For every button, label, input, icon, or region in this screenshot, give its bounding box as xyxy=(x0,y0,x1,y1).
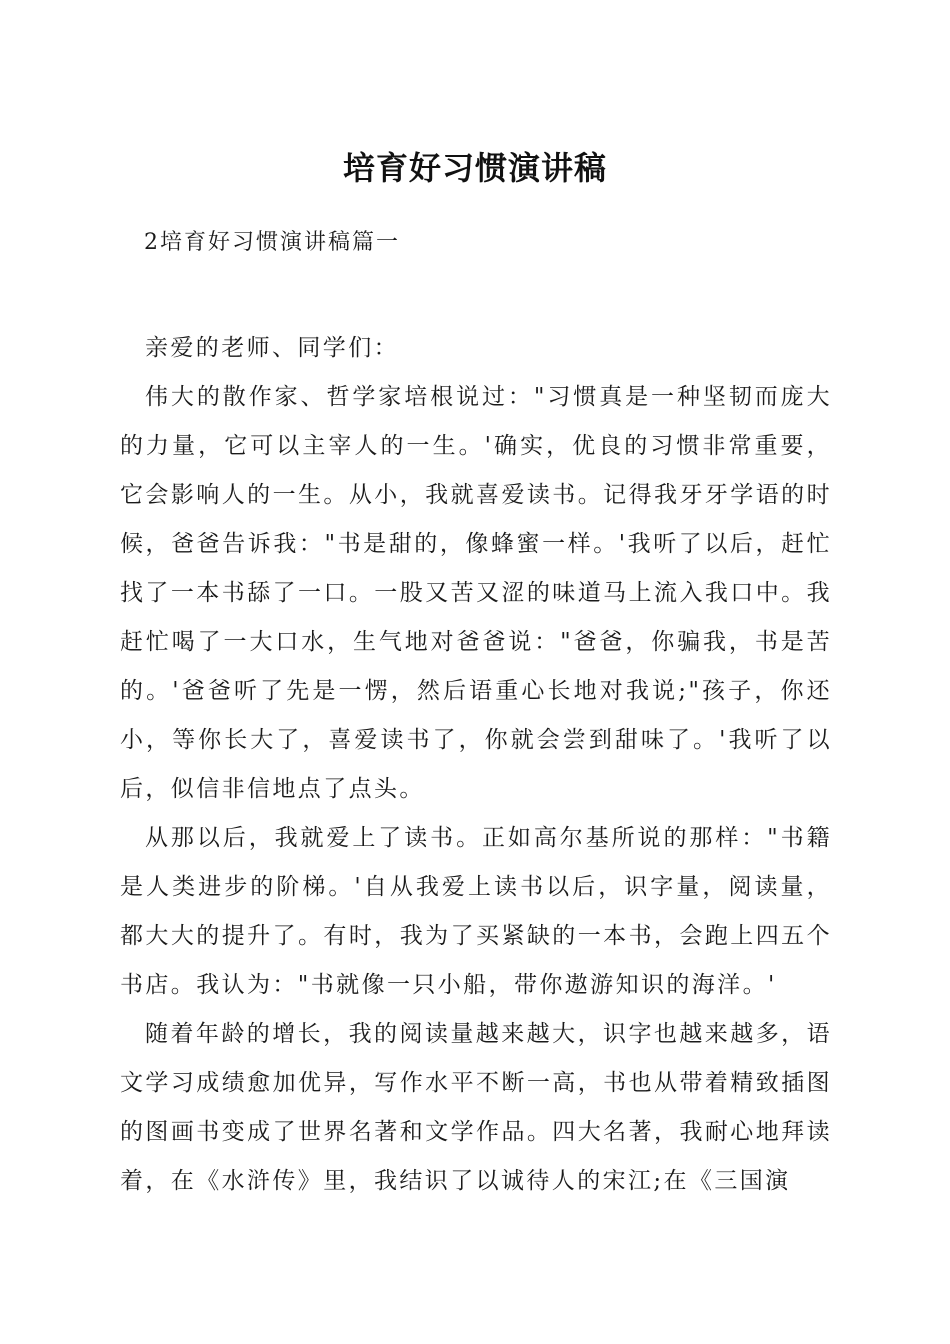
document-title: 培育好习惯演讲稿 xyxy=(342,149,607,187)
paragraph-3: 随着年龄的增长，我的阅读量越来越大，识字也越来越多，语文学习成绩愈加优异，写作水平不断一高，书也从带着精致插图的图画书变成了世界名著和文学作品。四大名著，我耐心地拜读着，在《水浒传》里，我结识了以诚待人的宋江;在《三国演 xyxy=(120,1021,832,1194)
paragraph-1: 伟大的散作家、哲学家培根说过："习惯真是一种坚韧而庞大的力量，它可以主宰人的一生。'确实，优良的习惯非常重要，它会影响人的一生。从小，我就喜爱读书。记得我牙牙学语的时候，爸爸告诉我："书是甜的，像蜂蜜一样。'我听了以后，赶忙找了一本书舔了一口。一股又苦又涩的味道马上流入我口中。我赶忙喝了一大口水，生气地对爸爸说："爸爸，你骗我，书是苦的。'爸爸听了先是一愣，然后语重心长地对我说;"孩子，你还小，等你长大了，喜爱读书了，你就会尝到甜味了。'我听了以后，似信非信地点了点头。 xyxy=(120,384,832,802)
document-body xyxy=(120,324,832,1206)
document-subtitle: 2培育好习惯演讲稿篇一 xyxy=(144,230,400,255)
salutation: 亲爱的老师、同学们： xyxy=(145,335,399,361)
paragraph-2: 从那以后，我就爱上了读书。正如高尔基所说的那样："书籍是人类进步的阶梯。'自从我爱上读书以后，识字量，阅读量，都大大的提升了。有时，我为了买紧缺的一本书，会跑上四五个书店。我认为："书就像一只小船，带你遨游知识的海洋。' xyxy=(120,825,832,998)
